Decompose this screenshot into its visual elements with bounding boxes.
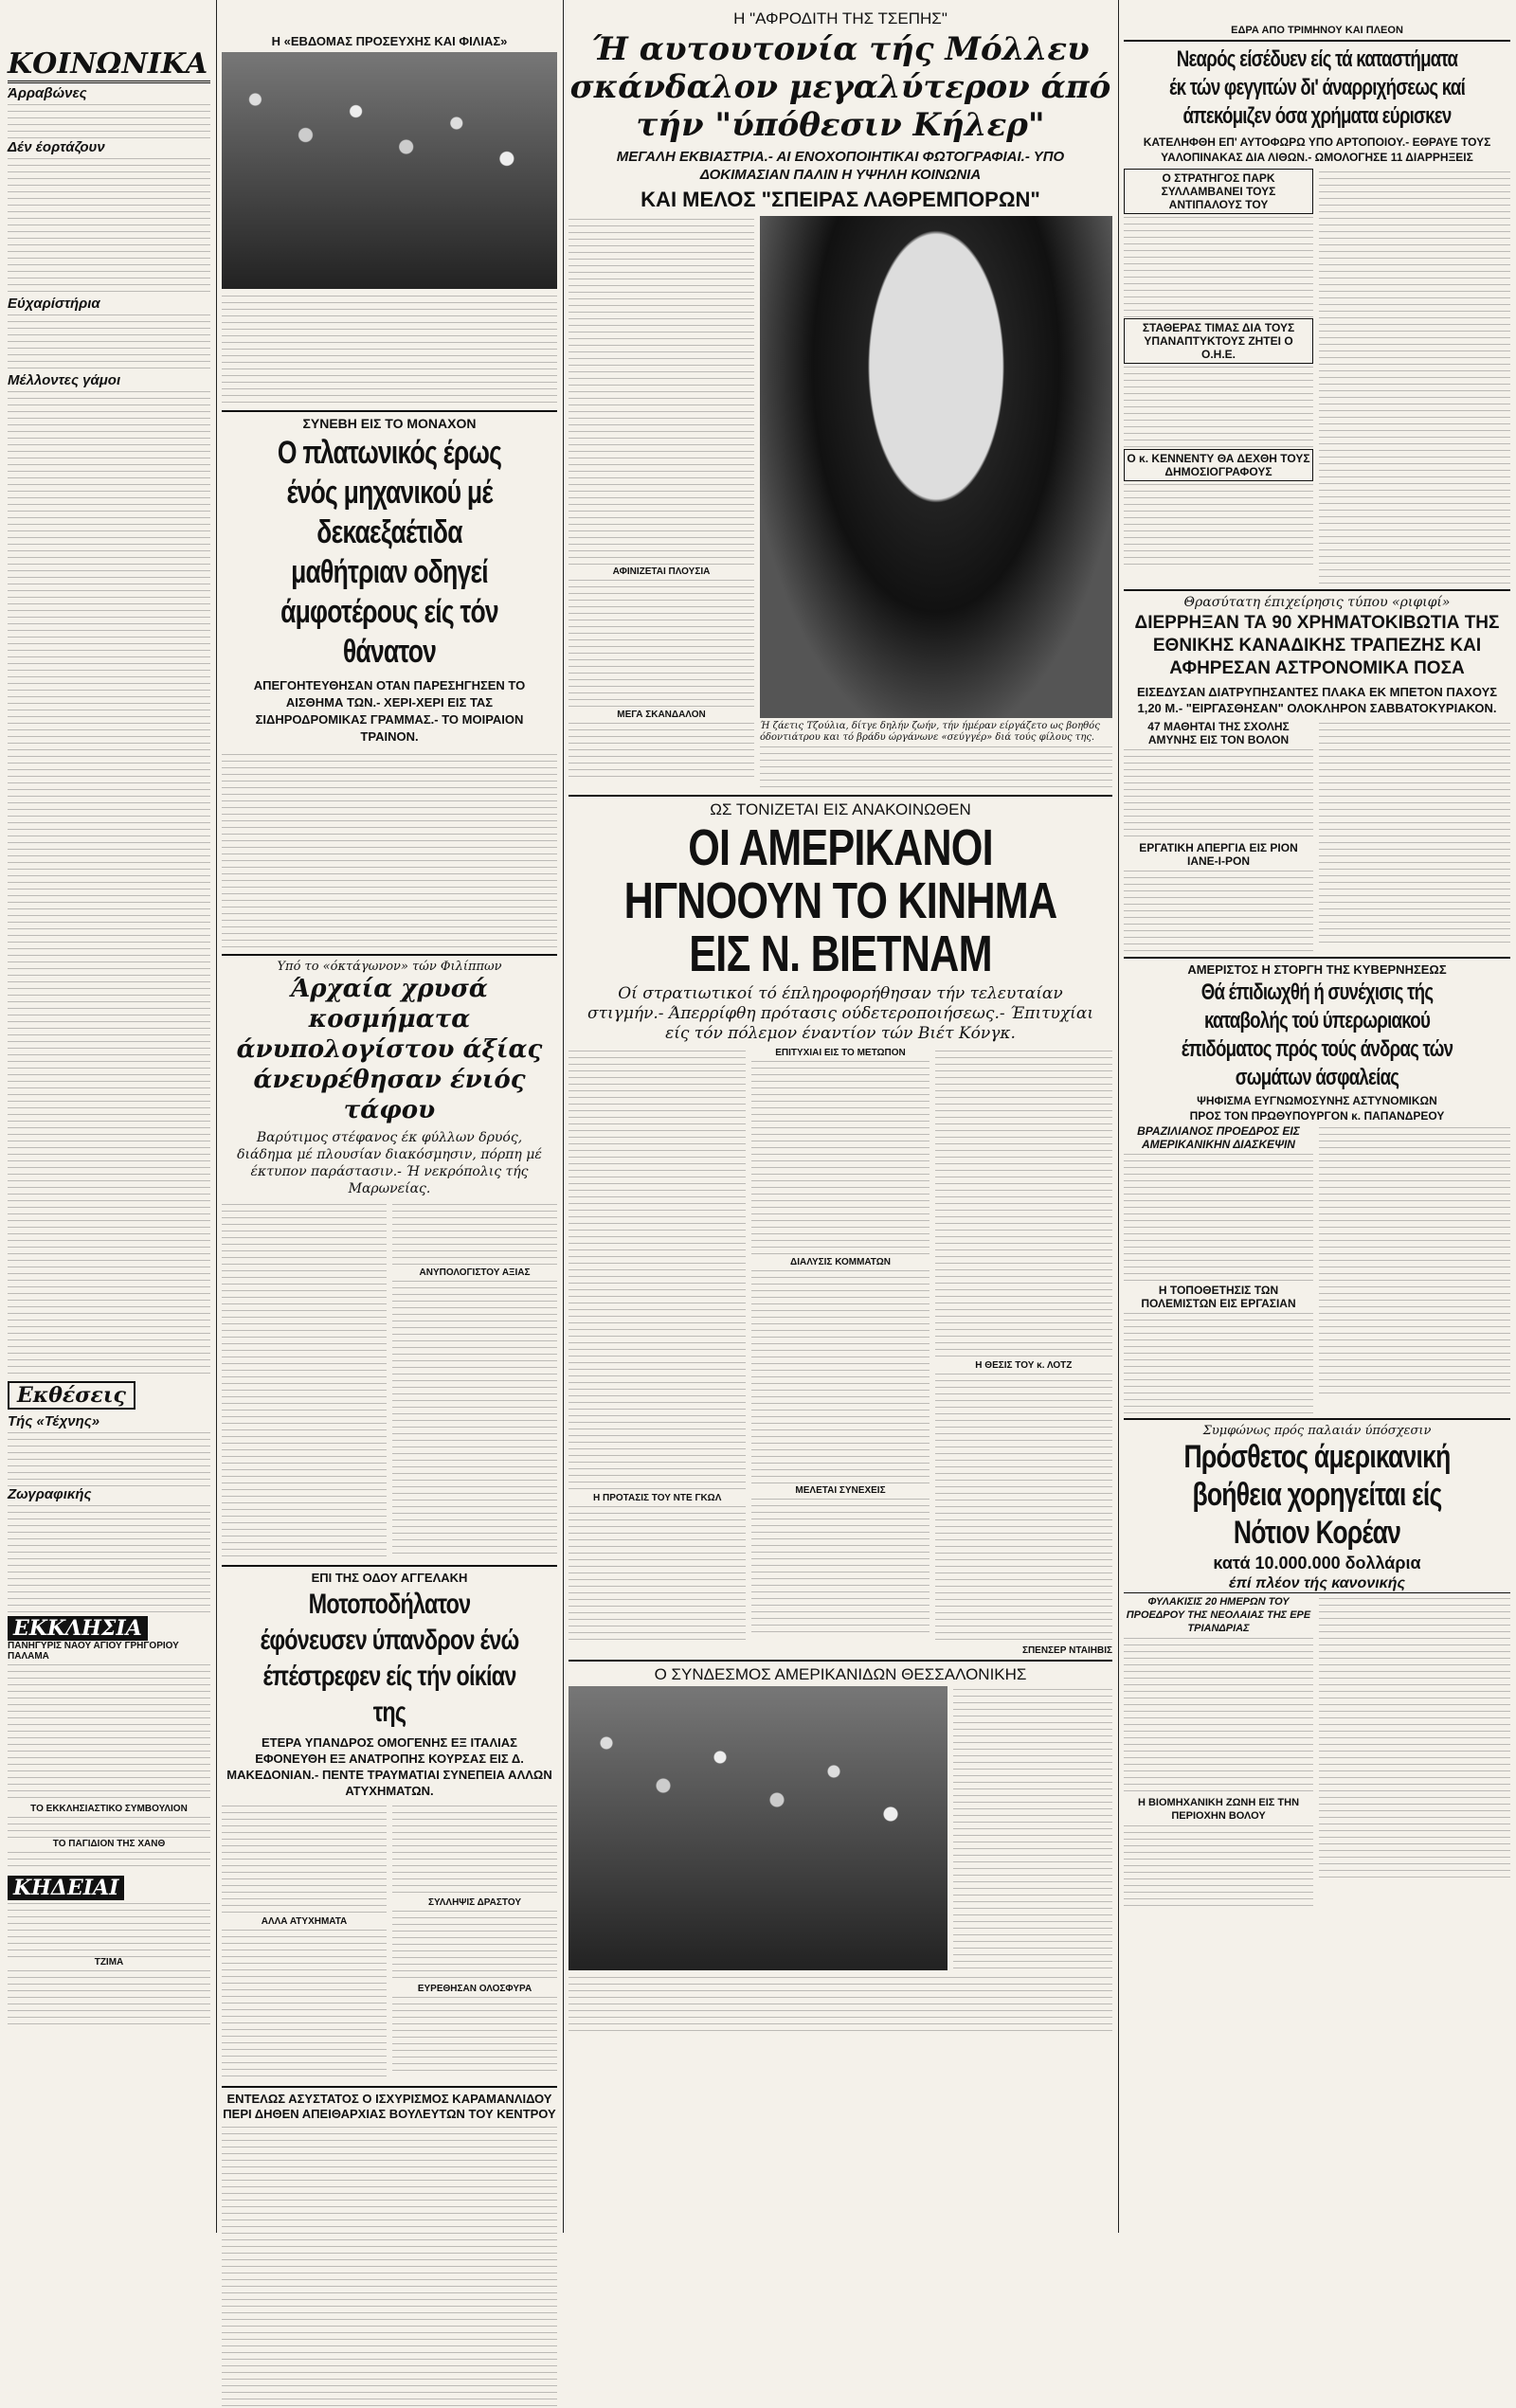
subhead-gold-jewels: Βαρύτιμος στέφανος έκ φύλλων δρυός, διάδημα μέ πλουσίαν διακόσμησιν, πόρπη μέ έκτυπον παράστασιν.- Ή νεκρόπολις τής Μαρωνείας. — [237, 1130, 542, 1196]
subhead-meetings: ΜΕΛΕΤΑΙ ΣΥΝΕΧΕΙΣ — [795, 1485, 886, 1496]
article-text — [392, 1278, 557, 1556]
subhead-scandal: ΜΕΓΑ ΣΚΑΝΔΑΛΟΝ — [617, 710, 706, 720]
kicker-aphrodite: Η "ΑΦΡΟΔΙΤΗ ΤΗΣ ΤΣΕΠΗΣ" — [733, 9, 948, 27]
box-brazil: ΒΡΑΖΙΛΙΑΝΟΣ ΠΡΟΕΔΡΟΣ ΕΙΣ ΑΜΕΡΙΚΑΝΙΚΗΝ ΔΙΑΣΚΕΨΙΝ — [1137, 1124, 1300, 1151]
heading-engagements: Άρραβώνες — [8, 85, 87, 101]
column-rule — [563, 0, 564, 2233]
subhead-other-accidents: ΑΛΛΑ ΑΤΥΧΗΜΑΤΑ — [261, 1916, 348, 1927]
crowd-photo — [222, 52, 557, 289]
social-section-title: ΚΟΙΝΩΝΙΚΑ — [8, 47, 210, 83]
article-text — [8, 1502, 210, 1616]
article-text — [8, 1849, 210, 1872]
portrait-photo — [760, 216, 1112, 718]
headline-molly: Ή αυτουτονία τής Μόλλευ σκάνδαλον μεγαλύτερον άπό τήν "ύπόθεσιν Κήλερ" — [569, 30, 1111, 144]
article-text — [568, 1048, 746, 1493]
headline-karamanlidis: ΕΝΤΕΛΩΣ ΑΣΥΣΤΑΤΟΣ Ο ΙΣΧΥΡΙΣΜΟΣ ΚΑΡΑΜΑΝΛΙΔΟΥ ΠΕΡΙ ΔΗΘΕΝ ΑΠΕΙΘΑΡΧΙΑΣ ΒΟΥΛΕΥΤΩΝ ΤΟΥ ΚΕΝΤΡΟΥ — [223, 2092, 556, 2121]
article-text — [751, 1267, 929, 1485]
headline-gold-jewels: Άρχαία χρυσά κοσμήματα άνυπολογίστου άξίας άνευρέθησαν ένιός τάφου — [236, 975, 543, 1124]
headline-overtime: Θά έπιδιωχθή ή συνέχισις τής καταβολής τού ύπερωριακού έπιδόματος πρός τούς άνδρας τών σωμάτων άσφαλείας — [1181, 979, 1453, 1090]
article-text — [392, 1994, 557, 2076]
subhead-regular: έπί πλέον τής κανονικής — [1124, 1575, 1510, 1593]
heading-funerals: ΚΗΔΕΙΑΙ — [8, 1876, 124, 1900]
top-banner: ΕΔΡΑ ΑΠΟ ΤΡΙΜΗΝΟΥ ΚΑΙ ΠΛΕΟΝ — [1231, 25, 1403, 36]
article-text — [568, 577, 754, 710]
article-text — [8, 1900, 210, 1957]
article-text — [392, 1201, 557, 1267]
byline: ΣΠΕΝΣΕΡ ΝΤΑΙΗΒΙΣ — [1021, 1645, 1112, 1656]
column-social — [8, 0, 210, 2024]
article-text — [568, 720, 754, 777]
article-text — [8, 388, 210, 1374]
article-text — [222, 1803, 387, 1916]
photo-kicker: Η «ΕΒΔΟΜΑΣ ΠΡΟΣΕΥΧΗΣ ΚΑΙ ΦΙΛΙΑΣ» — [271, 34, 508, 48]
kicker-announcement: ΩΣ ΤΟΝΙΖΕΤΑΙ ΕΙΣ ΑΝΑΚΟΙΝΩΘΕΝ — [710, 800, 971, 818]
subhead-front: ΕΠΙΤΥΧΙΑΙ ΕΙΣ ΤΟ ΜΕΤΩΠΟΝ — [775, 1048, 906, 1058]
article-text — [222, 1201, 387, 1561]
subhead-bank-heist: ΕΙΣΕΔΥΣΑΝ ΔΙΑΤΡΥΠΗΣΑΝΤΕΣ ΠΛΑΚΑ ΕΚ ΜΠΕΤΟΝ ΠΑΧΟΥΣ 1,20 Μ.- "ΕΙΡΓΑΣΘΗΣΑΝ" ΟΛΟΚΛΗΡΟΝ ΣΑΒΒΑΤΟΚΥΡΙΑΚΟΝ. — [1136, 685, 1498, 715]
subhead-smuggling: ΚΑΙ ΜΕΛΟΣ "ΣΠΕΙΡΑΣ ΛΑΘΡΕΜΠΟΡΩΝ" — [641, 188, 1040, 211]
box-veterans: Η ΤΟΠΟΘΕΤΗΣΙΣ ΤΩΝ ΠΟΛΕΜΙΣΤΩΝ ΕΙΣ ΕΡΓΑΣΙΑΝ — [1141, 1284, 1296, 1310]
article-text — [760, 744, 1112, 791]
article-text — [8, 1814, 210, 1839]
kicker-association: Ο ΣΥΝΔΕΣΜΟΣ ΑΜΕΡΙΚΑΝΙΔΩΝ ΘΕΣΣΑΛΟΝΙΚΗΣ — [654, 1665, 1027, 1683]
article-text — [1319, 169, 1510, 585]
article-text — [935, 1371, 1112, 1645]
box-students: 47 ΜΑΘΗΤΑΙ ΤΗΣ ΣΧΟΛΗΣ ΑΜΥΝΗΣ ΕΙΣ ΤΟΝ ΒΟΛΟΝ — [1147, 720, 1290, 746]
article-text — [1319, 1124, 1510, 1399]
subhead-resolution: ΨΗΦΙΣΜΑ ΕΥΓΝΩΜΟΣΥΝΗΣ ΑΣΤΥΝΟΜΙΚΩΝ — [1197, 1094, 1437, 1107]
box-kennedy: Ο κ. ΚΕΝΝΕΝΤΥ ΘΑ ΔΕΧΘΗ ΤΟΥΣ ΔΗΜΟΣΙΟΓΡΑΦΟΥΣ — [1124, 449, 1313, 481]
article-text — [8, 1968, 210, 2024]
article-text — [751, 1058, 929, 1257]
article-text — [1319, 1595, 1510, 1879]
subhead-value: ΑΝΥΠΟΛΟΓΙΣΤΟΥ ΑΞΙΑΣ — [419, 1267, 531, 1278]
box-ere-youth: ΦΥΛΑΚΙΣΙΣ 20 ΗΜΕΡΩΝ ΤΟΥ ΠΡΟΕΔΡΟΥ ΤΗΣ ΝΕΟΛΑΙΑΣ ΤΗΣ ΕΡΕ ΤΡΙΑΝΔΡΙΑΣ — [1126, 1596, 1311, 1634]
article-text — [222, 2124, 557, 2408]
subhead-moped: ΕΤΕΡΑ ΥΠΑΝΔΡΟΣ ΟΜΟΓΕΝΗΣ ΕΞ ΙΤΑΛΙΑΣ ΕΦΟΝΕΥΘΗ ΕΞ ΑΝΑΤΡΟΠΗΣ ΚΟΥΡΣΑΣ ΕΙΣ Δ. ΜΑΚΕΔΟΝΙΑΝ.- ΠΕΝΤΕ ΤΡΑΥΜΑΤΙΑΙ ΣΥΝΕΠΕΙΑ ΑΛΛΩΝ ΑΤΥΧΗΜΑΤΩΝ. — [226, 1735, 552, 1798]
heading-not-celebrating: Δέν έορτάζουν — [8, 139, 105, 155]
heading-painting: Ζωγραφικής — [8, 1486, 92, 1502]
article-text — [953, 1686, 1112, 1970]
article-text — [222, 751, 557, 950]
article-text — [8, 1662, 210, 1804]
heading-technis: Τής «Τέχνης» — [8, 1413, 100, 1429]
kicker-philippi: Υπό το «όκτάγωνον» τών Φιλίππων — [277, 960, 502, 974]
article-text — [1124, 746, 1313, 841]
article-text — [8, 155, 210, 296]
subhead-molly: ΜΕΓΑΛΗ ΕΚΒΙΑΣΤΡΙΑ.- ΑΙ ΕΝΟΧΟΠΟΙΗΤΙΚΑΙ ΦΩΤΟΓΡΑΦΙΑΙ.- ΥΠΟ ΔΟΚΙΜΑΣΙΑΝ ΠΑΛΙΝ Η ΥΨΗΛΗ ΚΟΙΝΩΝΙΑ — [616, 149, 1065, 183]
subhead-papandreou: ΠΡΟΣ ΤΟΝ ΠΡΩΘΥΠΟΥΡΓΟΝ κ. ΠΑΠΑΝΔΡΕΟΥ — [1189, 1109, 1445, 1123]
article-text — [1124, 868, 1313, 953]
column-rule — [216, 0, 217, 2233]
article-text — [1319, 720, 1510, 947]
article-text — [568, 1974, 1112, 2035]
box-industrial-zone: Η ΒΙΟΜΗΧΑΝΙΚΗ ΖΩΝΗ ΕΙΣ ΤΗΝ ΠΕΡΙΟΧΗΝ ΒΟΛΟΥ — [1137, 1797, 1300, 1822]
article-text — [1124, 1310, 1313, 1414]
subhead-burglar: ΚΑΤΕΛΗΦΘΗ ΕΠ' ΑΥΤΟΦΩΡΩ ΥΠΟ ΑΡΤΟΠΟΙΟΥ.- ΕΘΡΑΥΕ ΤΟΥΣ ΥΑΛΟΠΙΝΑΚΑΣ ΔΙΑ ΛΙΘΩΝ.- ΩΜΟΛΟΓΗΣΕ 11 ΔΙΑΡΡΗΞΕΙΣ — [1143, 135, 1491, 164]
article-text — [568, 1503, 746, 1645]
subhead-found: ΕΥΡΕΘΗΣΑΝ ΟΛΟΣΦΥΡΑ — [417, 1984, 532, 1994]
headline-moped: Μοτοποδήλατον έφόνευσεν ύπανδρον ένώ έπέστρεφεν είς τήν οίκίαν της — [260, 1589, 519, 1728]
heading-feast: ΠΑΝΗΓΥΡΙΣ ΝΑΟΥ ΑΓΙΟΥ ΓΡΗΓΟΡΙΟΥ ΠΑΛΑΜΑ — [8, 1641, 179, 1662]
subhead-vietnam: Οί στρατιωτικοί τό έπληροφορήθησαν τήν τελευταίαν στιγμήν.- Άπερρίφθη πρότασις ούδετεροποιήσεως.- Έπιτυχίαι είς τόν πόλεμον έναντίον τών Βιέτ Κόνγκ. — [587, 984, 1093, 1043]
headline-platonic-love: Ο πλατωνικός έρως ένός μηχανικού μέ δεκαεξαέτιδα μαθήτριαν οδηγεί άμφοτέρους είς τόν θάνατον — [277, 435, 502, 670]
column-rule — [1118, 0, 1119, 2233]
kicker-angelaki: ΕΠΙ ΤΗΣ ΟΔΟΥ ΑΓΓΕΛΑΚΗ — [311, 1571, 468, 1585]
subhead-dissolution: ΔΙΑΛΥΣΙΣ ΚΟΜΜΑΤΩΝ — [790, 1257, 891, 1267]
subhead-de-gaulle: Η ΠΡΟΤΑΣΙΣ ΤΟΥ ΝΤΕ ΓΚΩΛ — [592, 1493, 722, 1503]
article-text — [222, 293, 557, 406]
headline-korea-aid: Πρόσθετος άμερικανική βοήθεια χορηγείται είς Νότιον Κορέαν — [1183, 1439, 1451, 1551]
heading-church: ΕΚΚΛΗΣΙΑ — [8, 1616, 148, 1641]
article-text — [1124, 1635, 1313, 1796]
heading-thanks: Εύχαρίστήρια — [8, 296, 100, 312]
heading-tzima: ΤΖΙΜΑ — [94, 1957, 124, 1968]
box-general-park: Ο ΣΤΡΑΤΗΓΟΣ ΠΑΡΚ ΣΥΛΛΑΜΒΑΝΕΙ ΤΟΥΣ ΑΝΤΙΠΑΛΟΥΣ ΤΟΥ — [1124, 169, 1313, 214]
headline-vietnam: ΟΙ ΑΜΕΡΙΚΑΝΟΙ ΗΓΝΟΟΥΝ ΤΟ ΚΙΝΗΜΑ ΕΙΣ Ν. ΒΙΕΤΝΑΜ — [623, 819, 1057, 982]
column-four — [1124, 0, 1510, 1908]
photo-caption: Ή ζάετις Τζούλια, δίτγε δηλήν ζωήν, τήν ήμέραν είργάζετο ως βοηθός όδοντιάτρου και τό βράδυ ώργάνωνε «σεύγγέρ» διά τούς φίλους της. — [760, 721, 1100, 743]
article-text — [8, 1429, 210, 1486]
headline-burglar: Νεαρός είσέδυεν είς τά καταστήματα έκ τών φεγγιτών δι' άναρριχήσεως καί άπεκόμιζεν όσα χρήματα εύρισκεν — [1169, 46, 1465, 129]
kicker-rififi: Θρασύτατη έπιχείρησις τύπου «ριφιφί» — [1183, 595, 1451, 610]
kicker-government: ΑΜΕΡΙΣΤΟΣ Η ΣΤΟΡΓΗ ΤΗΣ ΚΥΒΕΡΝΗΣΕΩΣ — [1187, 962, 1447, 977]
article-text — [8, 312, 210, 372]
article-text — [392, 1908, 557, 1984]
box-strike: ΕΡΓΑΤΙΚΗ ΑΠΕΡΓΙΑ ΕΙΣ ΡΙΟΝ ΙΑΝΕ-Ι-ΡΟΝ — [1139, 841, 1298, 868]
article-text — [751, 1496, 929, 1638]
kicker-monachon: ΣΥΝΕΒΗ ΕΙΣ ΤΟ ΜΟΝΑΧΟΝ — [302, 416, 477, 431]
column-two — [222, 0, 557, 2408]
article-text — [1124, 214, 1313, 318]
article-text — [1124, 1151, 1313, 1284]
column-three — [568, 0, 1112, 2035]
subhead-arrest: ΣΥΛΛΗΨΙΣ ΔΡΑΣΤΟΥ — [427, 1897, 522, 1908]
heading-xanth: ΤΟ ΠΑΓΙΔΙΟΝ ΤΗΣ ΧΑΝΘ — [52, 1839, 166, 1849]
subhead-platonic-love: ΑΠΕΓΟΗΤΕΥΘΗΣΑΝ ΟΤΑΝ ΠΑΡΕΣΗΓΗΣΕΝ ΤΟ ΑΙΣΘΗΜΑ ΤΩΝ.- ΧΕΡΙ-ΧΕΡΙ ΕΙΣ ΤΑΣ ΣΙΔΗΡΟΔΡΟΜΙΚΑΣ ΓΡΑΜΜΑΣ.- ΤΟ ΜΟΙΡΑΙΟΝ ΤΡΑΙΝΟΝ. — [253, 678, 526, 744]
subhead-amount: κατά 10.000.000 δολλάρια — [1213, 1554, 1421, 1572]
article-text — [1124, 364, 1313, 449]
kicker-promise: Συμφώνως πρός παλαιάν ύπόσχεσιν — [1202, 1424, 1432, 1438]
subhead-lodge: Η ΘΕΣΙΣ ΤΟΥ κ. ΛΟΤΖ — [975, 1360, 1073, 1371]
article-text — [1124, 1823, 1313, 1908]
heading-church-council: ΤΟ ΕΚΚΛΗΣΙΑΣΤΙΚΟ ΣΥΜΒΟΥΛΙΟΝ — [30, 1804, 188, 1814]
heading-exhibitions: Εκθέσεις — [8, 1381, 135, 1410]
article-text — [568, 216, 754, 566]
article-text — [935, 1048, 1112, 1360]
article-text — [1124, 481, 1313, 566]
article-text — [392, 1803, 557, 1897]
headline-bank-heist: ΔΙΕΡΡΗΞΑΝ ΤΑ 90 ΧΡΗΜΑΤΟΚΙΒΩΤΙΑ ΤΗΣ ΕΘΝΙΚΗΣ ΚΑΝΑΔΙΚΗΣ ΤΡΑΠΕΖΗΣ ΚΑΙ ΑΦΗΡΕΣΑΝ ΑΣΤΡΟΝΟΜΙΚΑ ΠΟΣΑ — [1134, 613, 1500, 678]
article-text — [8, 101, 210, 139]
article-text — [222, 1927, 387, 2082]
subhead-rich: ΑΦΙΝΙΖΕΤΑΙ ΠΛΟΥΣΙΑ — [612, 566, 711, 577]
box-stable-prices: ΣΤΑΘΕΡΑΣ ΤΙΜΑΣ ΔΙΑ ΤΟΥΣ ΥΠΑΝΑΠΤΥΚΤΟΥΣ ΖΗΤΕΙ Ο Ο.Η.Ε. — [1124, 318, 1313, 364]
association-photo — [568, 1686, 948, 1970]
heading-upcoming-weddings: Μέλλοντες γάμοι — [8, 372, 121, 388]
